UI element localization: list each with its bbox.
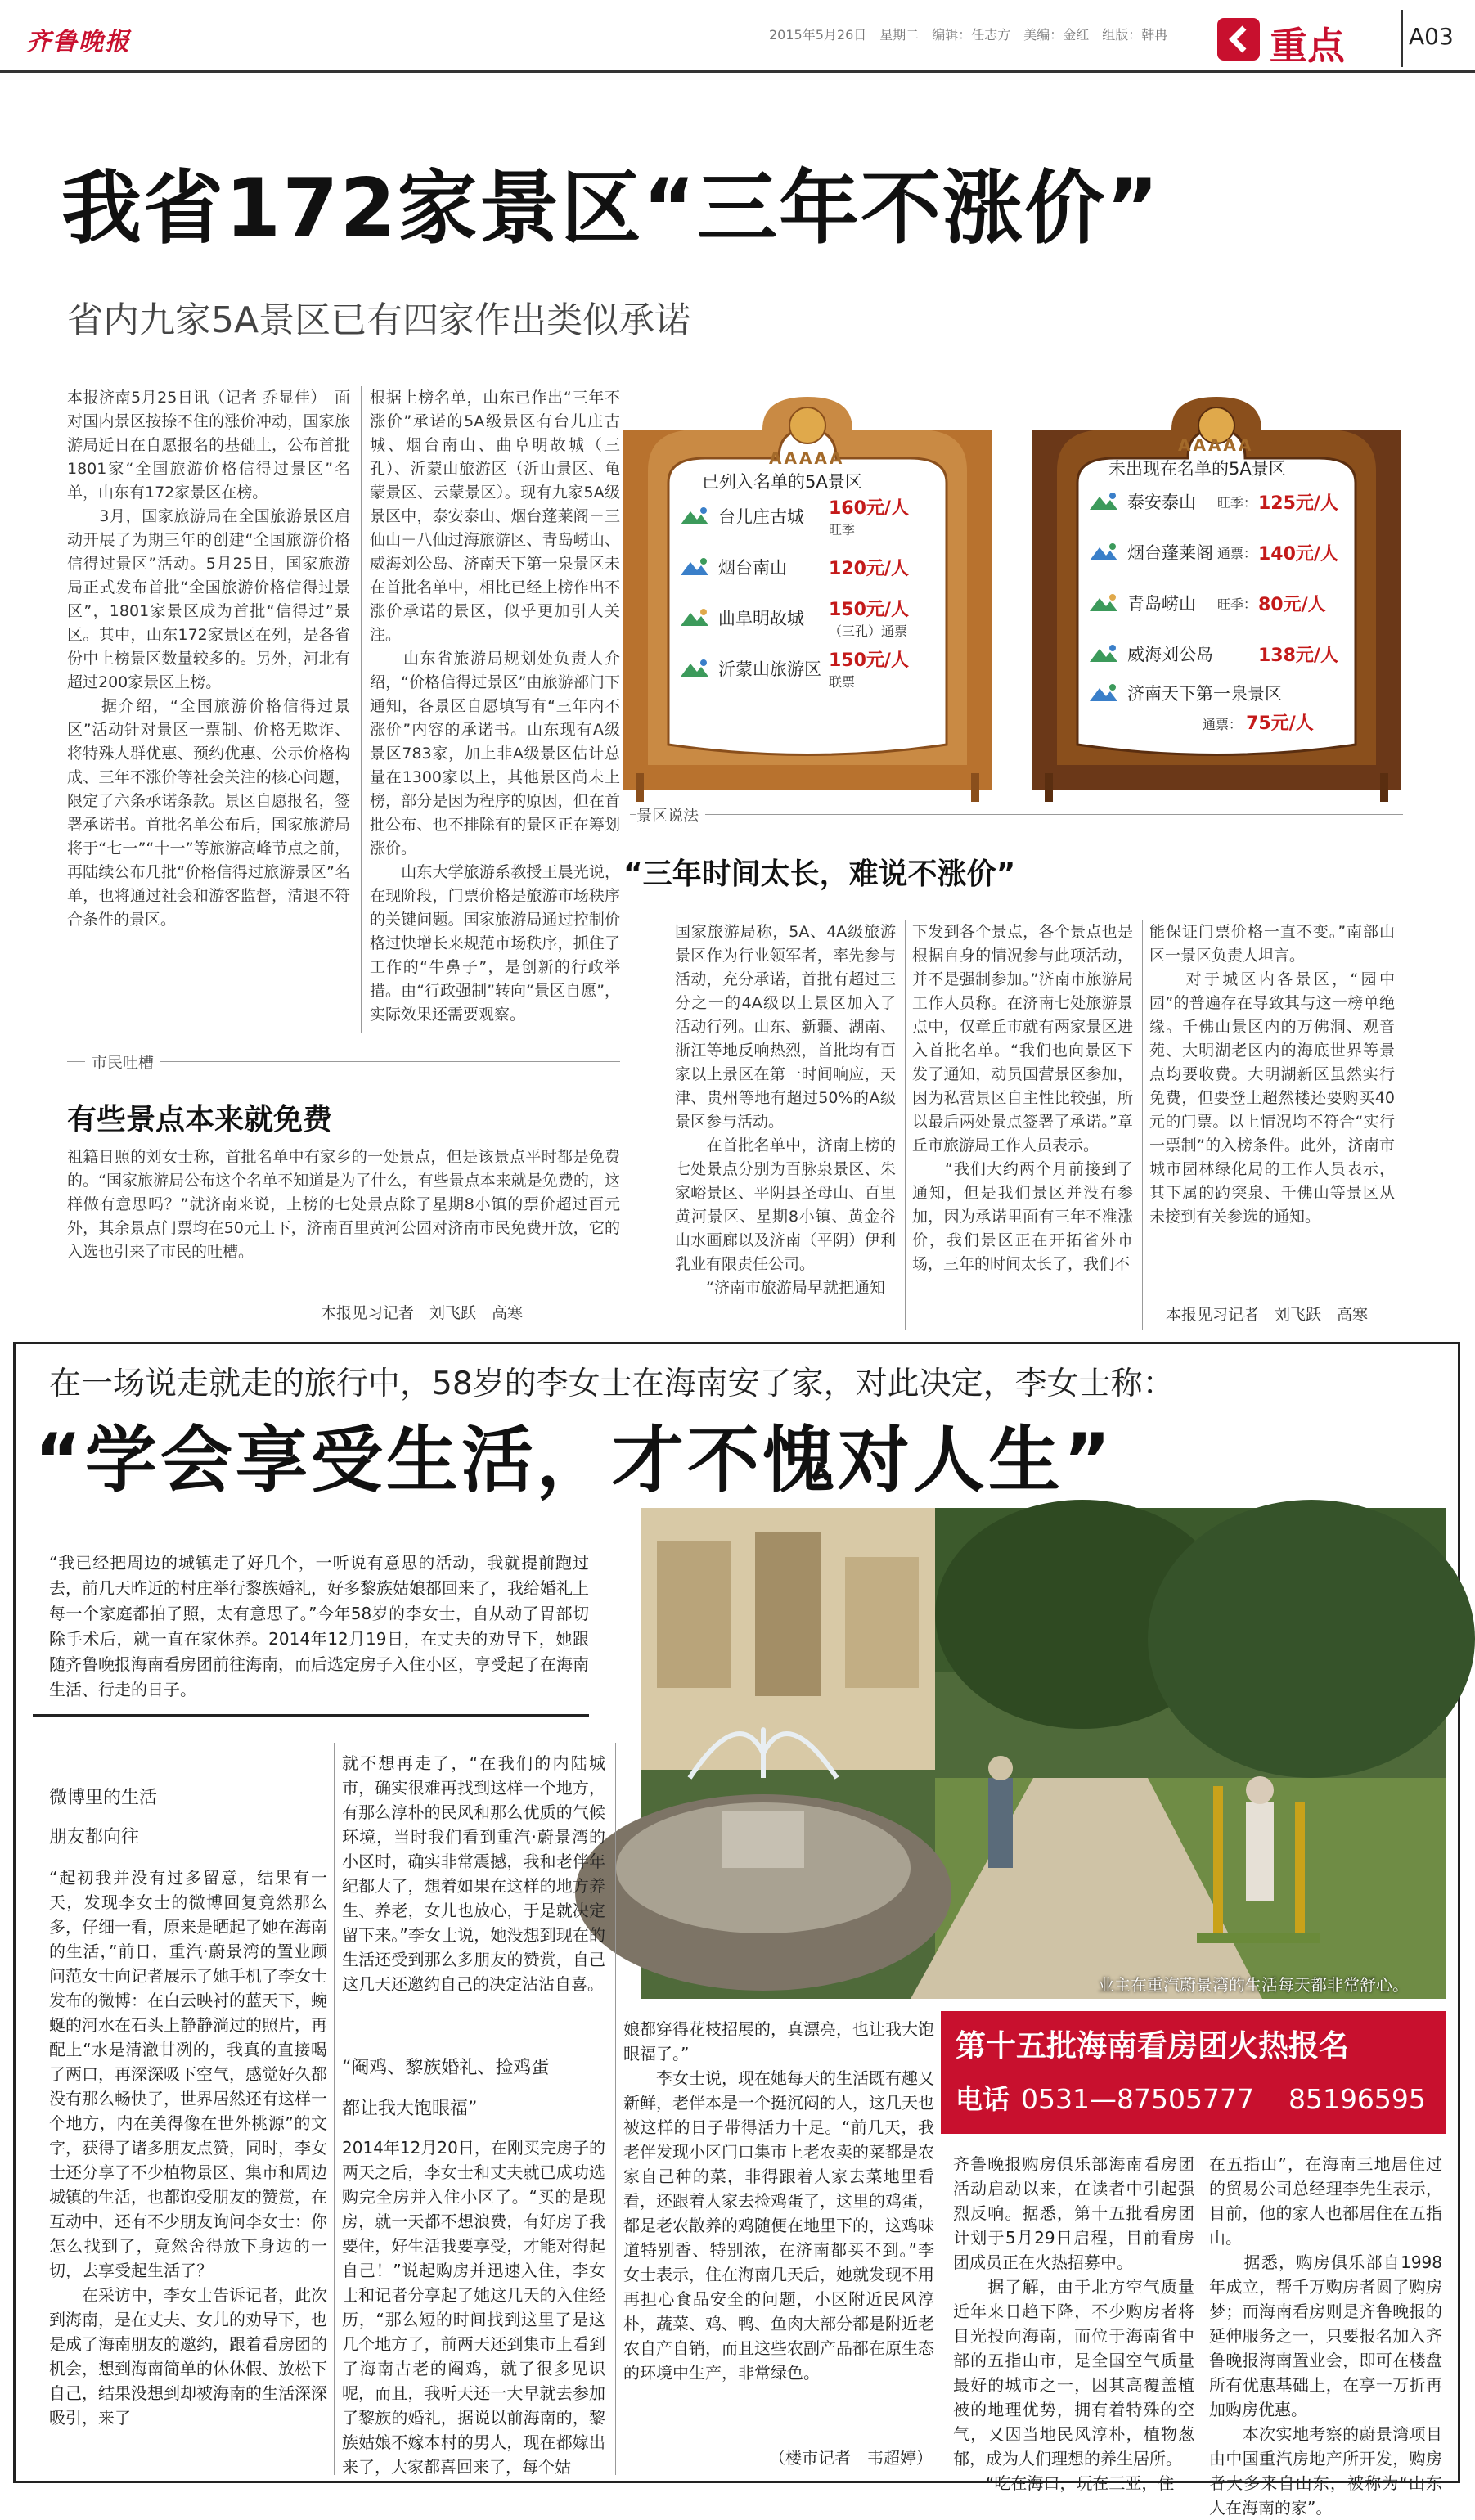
- ad-phone-label: 电话: [956, 2083, 1010, 2115]
- sign-right-price: 138元/人: [1258, 645, 1338, 666]
- story2-column-3-byline: （楼市记者 韦超婷）: [769, 2448, 933, 2468]
- story1-subhead: 省内九家5A景区已有四家作出类似承诺: [67, 299, 691, 341]
- mountain-icon: [1088, 593, 1119, 613]
- masthead: 齐鲁晚报: [26, 28, 131, 56]
- sign-left-price: 160元/人: [829, 498, 909, 519]
- story2-column-2b: 2014年12月20日，在刚买完房子的两天之后，李女士和丈夫就已成功选购完全房并入住小区了。“买的是现房，就一天都不想浪费，有好房子我要住，好生活我要享受，才能对得起自己！”说起购房并迅速入住，李女士和记者分享起了她这几天的入住经历，“那么短的时间找到这里了是这几个地方了，前两天还到集市上看到了海南古老的阉鸡，就了很多见识呢，而且，我听天还一大早就去参加了黎族的婚礼，据说以前海南的，黎族姑娘不嫁本村的男人，现在都嫁出来了，大家都喜回来了，每个姑: [342, 2138, 605, 2477]
- sign-right-note: 旺季：: [1217, 596, 1257, 612]
- ad-column-2: 在五指山”，在海南三地居住过的贸易公司总经理李先生表示，目前，他的家人也都居住在五指山。 据悉，购房俱乐部自1998年成立，帮千万购房者圆了购房梦；而海南看房则是齐鲁晚报的延伸服务之一，只要报名加入齐鲁晚报海南置业会，即可在楼盘所有优惠基础上，在享一万折再加购房优惠。 本次实地考察的蔚景湾项目由中国重汽房地产所开发，购房者大多来自山东，被称为“山东人在海南的家”。: [1209, 2154, 1442, 2518]
- sign-left-name: 烟台南山: [718, 558, 787, 578]
- mountain-icon: [1088, 683, 1119, 703]
- mountain-icon: [679, 608, 710, 628]
- mountain-icon: [1088, 492, 1119, 511]
- sign-right-list: [1088, 476, 1350, 736]
- sign-right-price: 140元/人: [1258, 543, 1338, 565]
- sign-right-title: 未出现在名单的5A景区: [1108, 459, 1286, 479]
- sign-left-note: 旺季: [829, 522, 856, 538]
- lead-rule: [33, 1714, 589, 1717]
- story2-lead: “我已经把周边的城镇走了好几个，一听说有意思的活动，我就提前跑过去，前几天昨近的村庄举行黎族婚礼，好多黎族姑娘都回来了，我给婚礼上每一个家庭都拍了照，太有意思了。”今年58岁的李女士，自从动了胃部切除手术后，就一直在家休养。2014年12月19日，在丈夫的劝导下，她跟随齐鲁晚报海南看房团前往海南，而后选定房子入住小区，享受起了在海南生活、行走的日子。: [49, 1553, 589, 1699]
- sign-right-name: 青岛崂山: [1127, 594, 1196, 614]
- story2-headline: “学会享受生活，才不愧对人生”: [34, 1418, 1114, 1502]
- sign-left-title: 已列入名单的5A景区: [702, 472, 862, 492]
- sign-right-name: 泰安泰山: [1127, 493, 1196, 512]
- section-divider: [630, 814, 1403, 815]
- photo-residents-courtyard: [641, 1508, 1446, 1999]
- sign-right-price: 125元/人: [1258, 493, 1338, 514]
- sign-left-note: 联票: [829, 674, 856, 690]
- story2-kicker: 在一场说走就走的旅行中，58岁的李女士在海南安了家，对此决定，李女士称：: [49, 1366, 1175, 1402]
- sign-right-item: [1088, 527, 1350, 578]
- voice-tag: 市民吐槽: [85, 1051, 160, 1073]
- header-rule: [0, 70, 1475, 73]
- sign-left-name: 台儿庄古城: [718, 507, 804, 527]
- column-divider: [1142, 920, 1143, 1330]
- mountain-icon: [679, 557, 710, 577]
- scenic-byline: 本报见习记者 刘飞跃 高寒: [1166, 1306, 1369, 1324]
- column-divider: [334, 1743, 335, 2475]
- ad-title: 第十五批海南看房团火热报名: [956, 2028, 1349, 2063]
- story2-column-1: “起初我并没有过多留意，结果有一天，发现李女士的微博回复竟然那么多，仔细一看，原来是晒起了她在海南的生活，”前日，重汽·蔚景湾的置业顾问范女士向记者展示了她手机了李女士发布的微博：在白云映衬的蓝天下，蜿蜒的河水在石头上静静淌过的照片，再配上“水是清澈甘冽的，我真的直接喝了两口，再深深吸下空气，感觉好久都没有那么畅快了，世界居然还有这样一个地方，内在美得像在世外桃源”的文字，获得了诸多朋友点赞，同时，李女士还分享了不少植物景区、集市和周边城镇的生活，也都饱受朋友的赞赏，在互动中，还有不少朋友询问李女士：你怎么找到了，竟然舍得放下身边的一切，去享受起生活了？ 在采访中，李女士告诉记者，此次到海南，是在丈夫、女儿的劝导下，也是成了海南朋友的邀约，跟着看房团的机会，想到海南简单的休休假、放松下自己，结果没想到却被海南的生活深深吸引，来了: [49, 1868, 327, 2428]
- sign-left-list: [679, 491, 924, 694]
- sign-right-item: [1088, 476, 1350, 527]
- voice-byline: 本报见习记者 刘飞跃 高寒: [321, 1304, 524, 1322]
- photo-caption: 业主在重汽蔚景湾的生活每天都非常舒心。: [1098, 1975, 1409, 1995]
- sign-right-note: 通票：: [1217, 545, 1257, 561]
- sign-right-note: 旺季：: [1217, 494, 1257, 511]
- story1-column-1: 本报济南5月25日讯（记者 乔显佳） 面对国内景区按捺不住的涨价冲动，国家旅游局近日在自愿报名的基础上，公布首批1801家“全国旅游价格信得过景区”名单，山东有172家景区在榜。 3月，国家旅游局在全国旅游景区启动开展了为期三年的创建“全国旅游价格信得过景区”活动。5月25日，国家旅游局正式发布首批“全国旅游价格信得过景区”，1801家景区成为首批“信得过”景区。其中，山东172家景区在列，是各省份中上榜景区数量较多的。另外，河北有超过200家景区上榜。 据介绍，“全国旅游价格信得过景区”活动针对景区一票制、价格无欺诈、将特殊人群优惠、预约优惠、公示价格构成、三年不涨价等社会关注的核心问题，限定了六条承诺条款。景区自愿报名，签署承诺书。首批名单公布后，国家旅游局将于“七一”“十一”等旅游高峰节点之前，再陆续公布几批“价格信得过旅游景区”名单，也将通过社会和游客监督，清退不符合条件的景区。: [67, 389, 350, 929]
- sign-right-name: 济南天下第一泉景区: [1127, 684, 1282, 704]
- scenic-column-3: 能保证门票价格一直不变。”南部山区一景区负责人坦言。 对于城区内各景区，“园中园”的普遍存在导致其与这一榜单绝缘。千佛山景区内的万佛洞、观音苑、大明湖老区内的海底世界等景点均要收费。大明湖新区虽然实行免费，但要登上超然楼还要购买40元的门票。以上情况均不符合“实行一票制”的入榜条件。此外，济南市城市园林绿化局的工作人员表示，其下属的趵突泉、千佛山等景区从未接到有关参选的通知。: [1149, 923, 1395, 1226]
- sign-right-item: [1088, 578, 1350, 628]
- sign-right-name: 烟台蓬莱阁: [1127, 543, 1213, 563]
- ad-phone-primary: 0531—87505777: [1021, 2083, 1254, 2115]
- scenic-title: “三年时间太长，难说不涨价”: [623, 857, 1016, 891]
- ad-column-1: 齐鲁晚报购房俱乐部海南看房团活动启动以来，在读者中引起强烈反响。据悉，第十五批看房团计划于5月29日启程，目前看房团成员正在火热招募中。 据了解，由于北方空气质量近年来日趋下降，不少购房者将目光投向海南，而位于海南省中部的五指山市，是全国空气质量最好的城市之一，因其高覆盖植被的地理优势，拥有着特殊的空气，又因当地民风淳朴，植物葱郁，成为人们理想的养生居所。 “吃在海口，玩在三亚，住: [953, 2154, 1194, 2493]
- sign-left-item: [679, 592, 924, 643]
- column-divider: [905, 920, 906, 1330]
- column-divider: [615, 1743, 616, 2475]
- story1-column-2: 根据上榜名单，山东已作出“三年不涨价”承诺的5A级景区有台儿庄古城、烟台南山、曲阜明故城（三孔）、沂蒙山旅游区（沂山景区、龟蒙景区、云蒙景区）。现有九家5A级景区中，泰安泰山、烟台蓬莱阁－三仙山－八仙过海旅游区、青岛崂山、威海刘公岛、济南天下第一泉景区未在首批名单中，相比已经上榜作出不涨价承诺的景区，似乎更加引人关注。 山东省旅游局规划处负责人介绍，“价格信得过景区”由旅游部门下通知，各景区自愿填写有“三年内不涨价”内容的承诺书。山东现有A级景区783家，加上非A级景区估计总量在1300家以上，其他景区尚未上榜，部分是因为程序的原因，但在首批公布、也不排除有的景区正在筹划涨价。 山东大学旅游系教授王晨光说，在现阶段，门票价格是旅游市场秩序的关键问题。国家旅游局通过控制价格过快增长来规范市场秩序，抓住了工作的“牛鼻子”，是创新的行政举措。由“行政强制”转向“景区自愿”，实际效果还需要观察。: [370, 389, 620, 1024]
- scenic-column-2: 下发到各个景点，各个景点也是根据自身的情况参与此项活动，并不是强制参加。”济南市旅游局工作人员称。在济南七处旅游景点中，仅章丘市就有两家景区进入首批名单。“我们也向景区下发了通知，动员国营景区参加，因为私营景区自主性比较强，所以最后两处景点签署了承诺。”章丘市旅游局工作人员表示。 “我们大约两个月前接到了通知，但是我们景区并没有参加，因为承诺里面有三年不准涨价，我们景区正在开拓省外市场，三年的时间太长了，我们不: [912, 923, 1133, 1273]
- sign-left-note: （三孔）通票: [829, 623, 908, 639]
- sub1-line2: 朋友都向往: [49, 1827, 140, 1847]
- header-info: 2015年5月26日 星期二 编辑：任志方 美编：金红 组版：韩冉: [769, 27, 1168, 43]
- sub1-line1: 微博里的生活: [49, 1788, 158, 1808]
- page-number: A03: [1409, 23, 1454, 50]
- sign-left-price: 150元/人: [829, 650, 909, 671]
- sub2-line2: 都让我大饱眼福”: [342, 2099, 478, 2119]
- voice-title: 有些景点本来就免费: [67, 1103, 333, 1136]
- scenic-tag: 景区说法: [636, 803, 705, 826]
- story1-headline: 我省172家景区“三年不涨价”: [61, 162, 1161, 255]
- story2-column-2a: 就不想再走了，“在我们的内陆城市，确实很难再找到这样一个地方，有那么淳朴的民风和那么优质的气候环境，当时我们看到重汽·蔚景湾的小区时，确实非常震撼，我和老伴年纪都大了，想着如果在这样的地方养生、养老，女儿也放心，于是就决定留下来。”李女士说，她没想到现在的生活还受到那么多朋友的赞赏，自己这几天还邀约自己的决定沾沾自喜。: [342, 1753, 605, 1994]
- sign-right-item: [1088, 679, 1350, 736]
- sign-right-price: 75元/人: [1246, 713, 1314, 734]
- header-divider: [1401, 10, 1403, 67]
- ad-phone-secondary: 85196595: [1288, 2083, 1426, 2115]
- mountain-icon: [679, 659, 710, 678]
- voice-body: 祖籍日照的刘女士称，首批名单中有家乡的一处景点，但是该景点平时都是免费的。“国家旅游局公布这个名单不知道是为了什么，有些景点本来就是免费的，这样做有意思吗？”就济南来说，上榜的七处景点除了星期8小镇的票价超过百元外，其余景点门票均在50元上下，济南百里黄河公园对济南市民免费开放，它的入选也引来了市民的吐槽。: [67, 1148, 620, 1261]
- column-divider: [361, 386, 362, 1033]
- mountain-icon: [1088, 644, 1119, 664]
- sign-left-item: [679, 542, 924, 592]
- sub2-line1: “阉鸡、黎族婚礼、捡鸡蛋: [342, 2058, 550, 2078]
- sign-right-item: [1088, 628, 1350, 679]
- mountain-icon: [679, 506, 710, 526]
- chevron-left-icon: [1225, 25, 1252, 54]
- mountain-icon: [1088, 542, 1119, 562]
- sign-right-name: 威海刘公岛: [1127, 645, 1213, 664]
- sign-left-name: 曲阜明故城: [718, 609, 804, 628]
- sign-left-name: 沂蒙山旅游区: [718, 659, 821, 679]
- scenic-column-1: 国家旅游局称，5A、4A级旅游景区作为行业领军者，率先参与活动，充分承诺，首批有超过三分之一的4A级以上景区加入了活动行列。山东、新疆、湖南、浙江等地反响热烈，首批均有百家以上景区在第一时间响应，天津、贵州等地有超过50%的A级景区参与活动。 在首批名单中，济南上榜的七处景点分别为百脉泉景区、朱家峪景区、平阴县圣母山、百里黄河景区、星期8小镇、黄金谷山水画廊以及济南（平阴）伊利乳业有限责任公司。 “济南市旅游局早就把通知: [675, 923, 896, 1297]
- sign-left-price: 150元/人: [829, 600, 909, 620]
- section-label: 重点: [1270, 24, 1345, 68]
- sign-right-price: 80元/人: [1258, 594, 1326, 615]
- sign-left-item: [679, 643, 924, 694]
- story2-column-3: 娘都穿得花枝招展的，真漂亮，也让我大饱眼福了。” 李女士说，现在她每天的生活既有趣又新鲜，老伴本是一个挺沉闷的人，这几天也被这样的日子带得活力十足。“前几天，我老伴发现小区门口集市上老农卖的菜都是农家自己种的菜，非得跟着人家去菜地里看看，还跟着人家去捡鸡蛋了，这里的鸡蛋，都是老农散养的鸡随便在地里下的，这鸡味道特别香、特别浓，在济南都买不到。”李女士表示，住在海南几天后，她就发现不用再担心食品安全的问题，小区附近民风淳朴，蔬菜、鸡、鸭、鱼肉大部分都是附近老农自产自销，而且这些农副产品都在原生态的环境中生产，非常绿色。: [623, 2019, 934, 2383]
- sign-left-item: [679, 491, 924, 542]
- sign-left-stars: AAAAA: [769, 448, 845, 468]
- sign-left-price: 120元/人: [829, 558, 909, 579]
- sign-right-stars: AAAAA: [1178, 435, 1254, 455]
- sign-right-note: 通票：: [1203, 716, 1243, 732]
- ad-phone-row: [956, 2078, 1426, 2117]
